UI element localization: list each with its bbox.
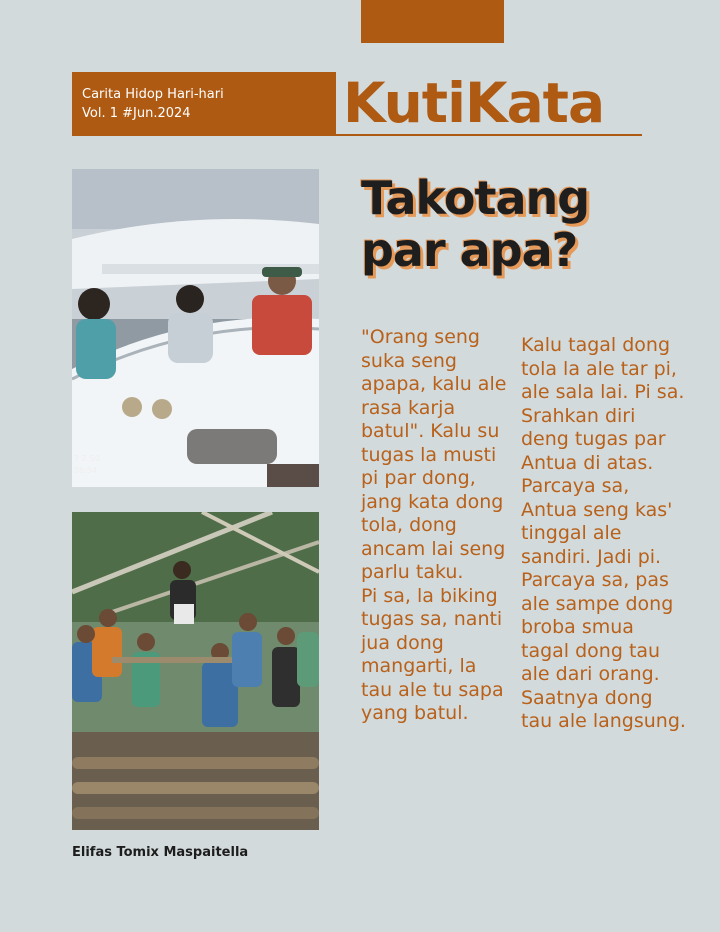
photo-forest-group bbox=[72, 512, 319, 830]
photo-boat bbox=[72, 169, 319, 487]
top-accent-bar bbox=[361, 0, 504, 43]
series-name: Carita Hidop Hari-hari bbox=[82, 87, 224, 102]
article-title-line-2: par apa? bbox=[361, 223, 578, 277]
masthead-title: KutiKata bbox=[343, 71, 605, 135]
article-column-1: "Orang seng suka seng apapa, kalu ale rasa karja batul". Kalu su tugas la musti pi par dong, jang kata dong tola, dong ancam lai seng parlu taku. Pi sa, la biking tugas sa, nanti jua dong mangarti, la tau ale tu sapa yang batul. bbox=[361, 326, 507, 724]
issue-header-box bbox=[72, 72, 336, 136]
photo-overlay-text-2: 08:54 bbox=[74, 466, 98, 475]
article-title-line-1: Takotang bbox=[361, 171, 590, 225]
article-column-2: Kalu tagal dong tola la ale tar pi, ale sala lai. Pi sa. Srahkan diri deng tugas par Antua di atas. Parcaya sa, Antua seng kas' tinggal ale sandiri. Jadi pi. Parcaya sa, pas ale sampe dong broba smua tagal dong tau ale dari orang. Saatnya dong tau ale langsung. bbox=[521, 334, 686, 732]
photo-overlay-text-1: 7 Z 50 bbox=[74, 454, 100, 463]
author-byline: Elifas Tomix Maspaitella bbox=[72, 845, 249, 860]
article-title bbox=[361, 172, 589, 276]
issue-label: Vol. 1 #Jun.2024 bbox=[82, 106, 191, 121]
